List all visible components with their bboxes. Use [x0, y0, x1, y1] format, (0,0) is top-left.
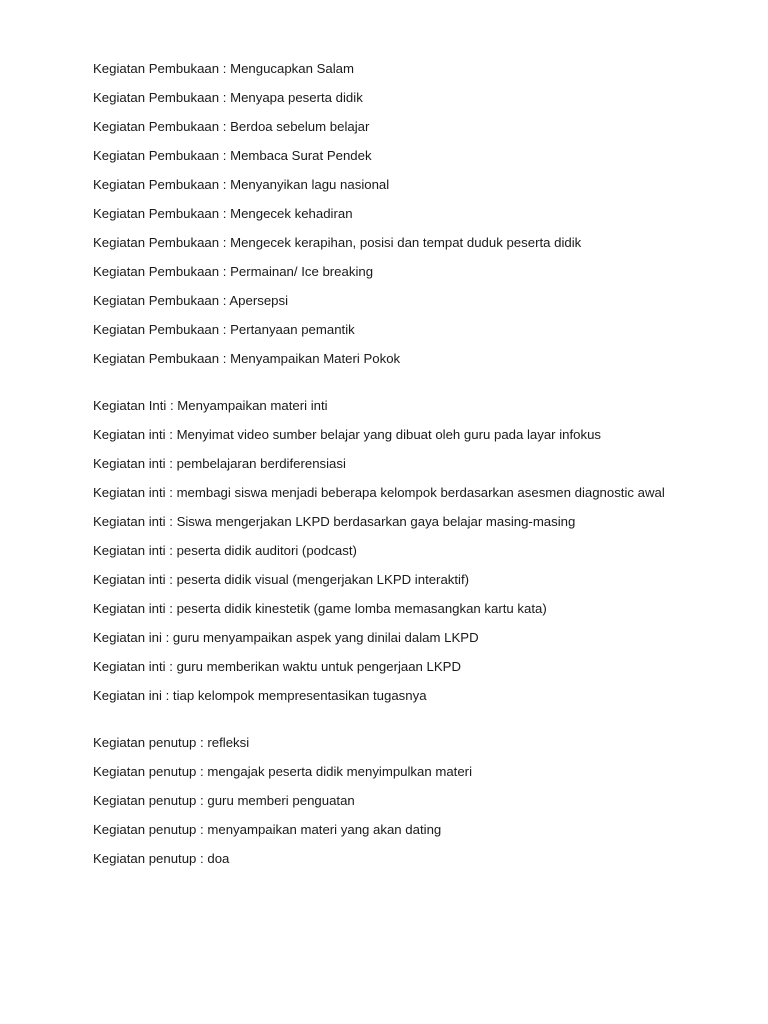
text-line: Kegiatan ini : guru menyampaikan aspek yang dinilai dalam LKPD — [93, 630, 479, 645]
text-line: Kegiatan penutup : doa — [93, 851, 230, 866]
text-line: Kegiatan Pembukaan : Mengecek kerapihan, posisi dan tempat duduk peserta didik — [93, 235, 582, 250]
text-line: Kegiatan inti : Menyimat video sumber belajar yang dibuat oleh guru pada layar infokus — [93, 427, 602, 442]
text-line: Kegiatan Pembukaan : Mengecek kehadiran — [93, 206, 353, 221]
text-line: Kegiatan Pembukaan : Apersepsi — [93, 293, 289, 308]
section-penutup — [93, 734, 683, 868]
text-line: Kegiatan ini : tiap kelompok mempresentasikan tugasnya — [93, 688, 427, 703]
text-line: Kegiatan inti : peserta didik visual (mengerjakan LKPD interaktif) — [93, 572, 470, 587]
section-inti — [93, 397, 683, 705]
text-line: Kegiatan inti : membagi siswa menjadi beberapa kelompok berdasarkan asesmen diagnostic awal — [93, 485, 665, 500]
text-line: Kegiatan Inti : Menyampaikan materi inti — [93, 398, 328, 413]
text-line: Kegiatan Pembukaan : Permainan/ Ice breaking — [93, 264, 374, 279]
text-line: Kegiatan inti : pembelajaran berdiferensiasi — [93, 456, 346, 471]
text-line: Kegiatan Pembukaan : Menyampaikan Materi Pokok — [93, 351, 401, 366]
text-line: Kegiatan inti : Siswa mengerjakan LKPD berdasarkan gaya belajar masing-masing — [93, 514, 576, 529]
document-body — [93, 60, 683, 879]
text-line: Kegiatan Pembukaan : Mengucapkan Salam — [93, 61, 354, 76]
text-line: Kegiatan Pembukaan : Pertanyaan pemantik — [93, 322, 355, 337]
text-line: Kegiatan penutup : guru memberi penguatan — [93, 793, 355, 808]
text-line: Kegiatan Pembukaan : Menyanyikan lagu nasional — [93, 177, 390, 192]
text-line: Kegiatan penutup : menyampaikan materi yang akan dating — [93, 822, 442, 837]
text-line: Kegiatan Pembukaan : Menyapa peserta didik — [93, 90, 363, 105]
section-pembukaan — [93, 60, 683, 368]
text-line: Kegiatan inti : peserta didik kinestetik (game lomba memasangkan kartu kata) — [93, 601, 547, 616]
text-line: Kegiatan Pembukaan : Berdoa sebelum belajar — [93, 119, 370, 134]
text-line: Kegiatan Pembukaan : Membaca Surat Pendek — [93, 148, 372, 163]
text-line: Kegiatan penutup : refleksi — [93, 735, 250, 750]
text-line: Kegiatan inti : guru memberikan waktu untuk pengerjaan LKPD — [93, 659, 462, 674]
text-line: Kegiatan penutup : mengajak peserta didik menyimpulkan materi — [93, 764, 472, 779]
text-line: Kegiatan inti : peserta didik auditori (podcast) — [93, 543, 357, 558]
